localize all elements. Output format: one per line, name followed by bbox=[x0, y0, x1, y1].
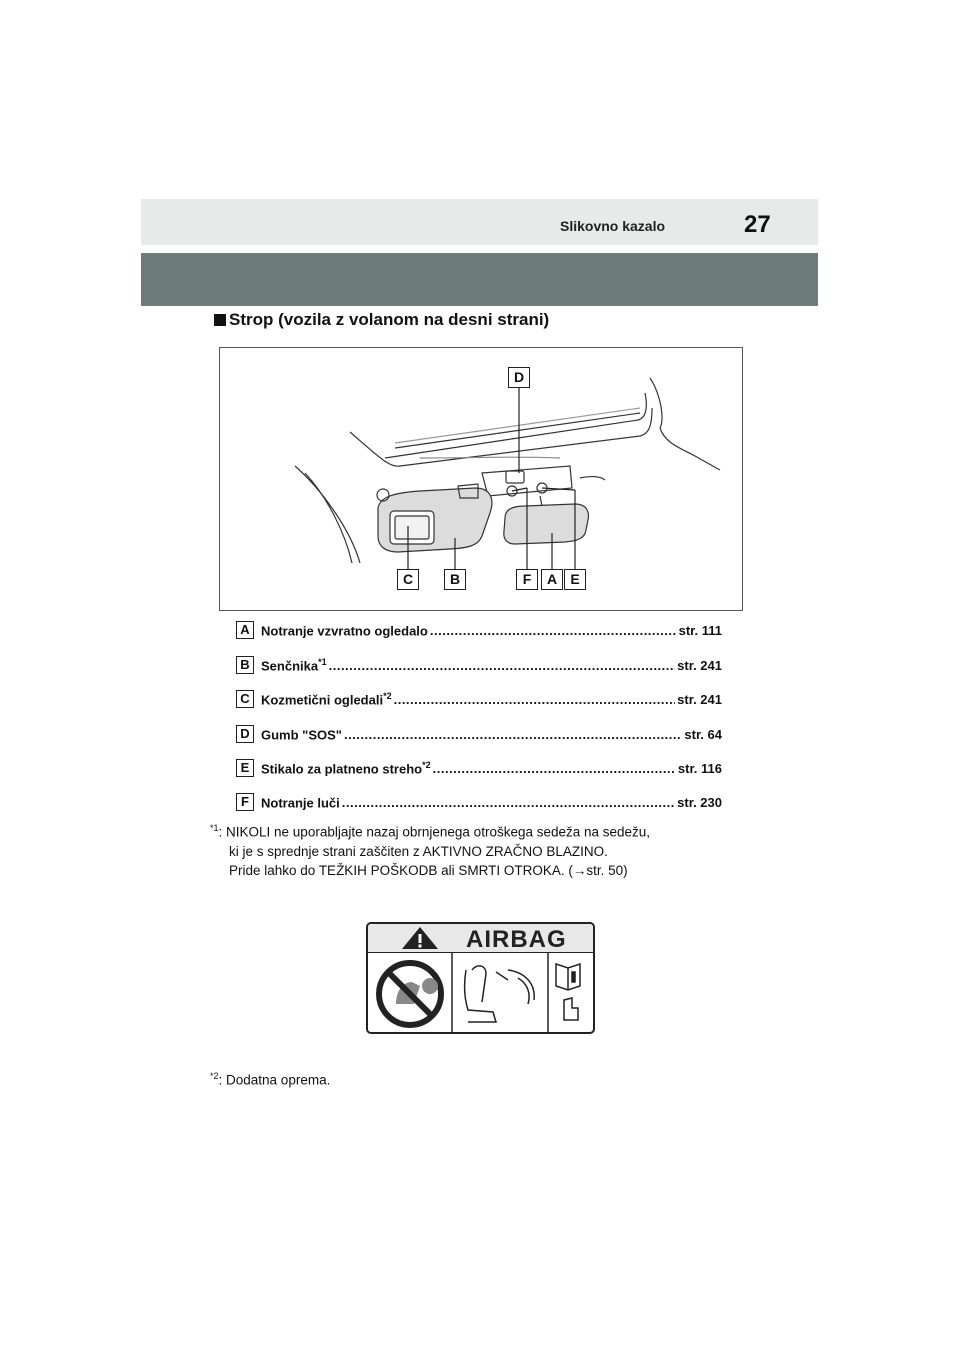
list-item-d bbox=[236, 724, 722, 744]
section-heading bbox=[214, 310, 549, 330]
airbag-label-pictograms bbox=[368, 952, 593, 1034]
chapter-band bbox=[141, 253, 818, 306]
item-label: Stikalo za platneno streho$^{*2}$ bbox=[261, 759, 431, 777]
item-label: Notranje luči bbox=[261, 795, 340, 811]
item-letter: F bbox=[236, 793, 254, 811]
footnote-2: $^{*2}$: Dodatna oprema. bbox=[210, 1071, 331, 1088]
callout-f: F bbox=[516, 569, 538, 590]
callout-e: E bbox=[564, 569, 586, 590]
footnote-1-line-3: Pride lahko do TEŽKIH POŠKODB ali SMRTI OTROKA. (→str. 50) bbox=[229, 862, 628, 878]
leader-dots bbox=[394, 692, 676, 707]
item-label: Kozmetični ogledali$^{*2}$ bbox=[261, 690, 392, 708]
item-page-ref[interactable]: str. 241 bbox=[677, 657, 722, 673]
item-label: Notranje vzvratno ogledalo bbox=[261, 623, 428, 639]
list-item-c bbox=[236, 689, 722, 709]
callout-c: C bbox=[397, 569, 419, 590]
item-letter: B bbox=[236, 656, 254, 674]
section-heading-text: Strop (vozila z volanom na desni strani) bbox=[229, 310, 550, 329]
square-bullet-icon bbox=[214, 314, 226, 326]
item-letter: E bbox=[236, 759, 254, 777]
list-item-e bbox=[236, 758, 722, 778]
footnote-1-line-1: $^{*1}$: NIKOLI ne uporabljajte nazaj obrnjenega otroškega sedeža na sedežu, bbox=[210, 823, 651, 840]
read-manual-icon bbox=[556, 964, 580, 1020]
list-item-a bbox=[236, 620, 722, 640]
item-letter: D bbox=[236, 725, 254, 743]
leader-dots bbox=[329, 658, 676, 673]
leader-dots bbox=[430, 623, 677, 638]
item-letter: C bbox=[236, 690, 254, 708]
callout-a: A bbox=[541, 569, 563, 590]
callout-b: B bbox=[444, 569, 466, 590]
leader-dots bbox=[344, 727, 682, 742]
callout-d: D bbox=[508, 367, 530, 388]
item-page-ref[interactable]: str. 116 bbox=[677, 760, 722, 776]
airbag-pictograms-drawing bbox=[368, 952, 593, 1034]
list-item-f bbox=[236, 792, 722, 812]
item-page-ref[interactable]: str. 64 bbox=[684, 726, 722, 742]
page-number: 27 bbox=[744, 211, 771, 238]
item-label: Senčnika$^{*1}$ bbox=[261, 656, 327, 674]
item-letter: A bbox=[236, 621, 254, 639]
seat-airbag-icon bbox=[465, 966, 535, 1022]
ceiling-illustration bbox=[219, 347, 743, 611]
airbag-label-header bbox=[368, 924, 593, 953]
item-page-ref[interactable]: str. 111 bbox=[678, 622, 722, 638]
header-band bbox=[141, 199, 818, 245]
footnote-1 bbox=[210, 819, 650, 880]
footnote-1-line-2: ki je s sprednje strani zaščiten z AKTIVNO ZRAČNO BLAZINO. bbox=[229, 843, 608, 859]
warning-triangle-icon bbox=[400, 925, 440, 951]
leader-dots bbox=[433, 761, 676, 776]
list-item-b bbox=[236, 655, 722, 675]
ceiling-drawing bbox=[220, 348, 742, 610]
airbag-warning-label bbox=[366, 922, 595, 1034]
airbag-label-text: AIRBAG bbox=[466, 926, 567, 953]
item-page-ref[interactable]: str. 230 bbox=[677, 794, 722, 810]
item-label: Gumb "SOS" bbox=[261, 727, 342, 743]
item-page-ref[interactable]: str. 241 bbox=[677, 691, 722, 707]
section-title: Slikovno kazalo bbox=[560, 218, 666, 234]
leader-dots bbox=[342, 795, 675, 810]
no-rear-facing-seat-icon bbox=[379, 963, 441, 1025]
